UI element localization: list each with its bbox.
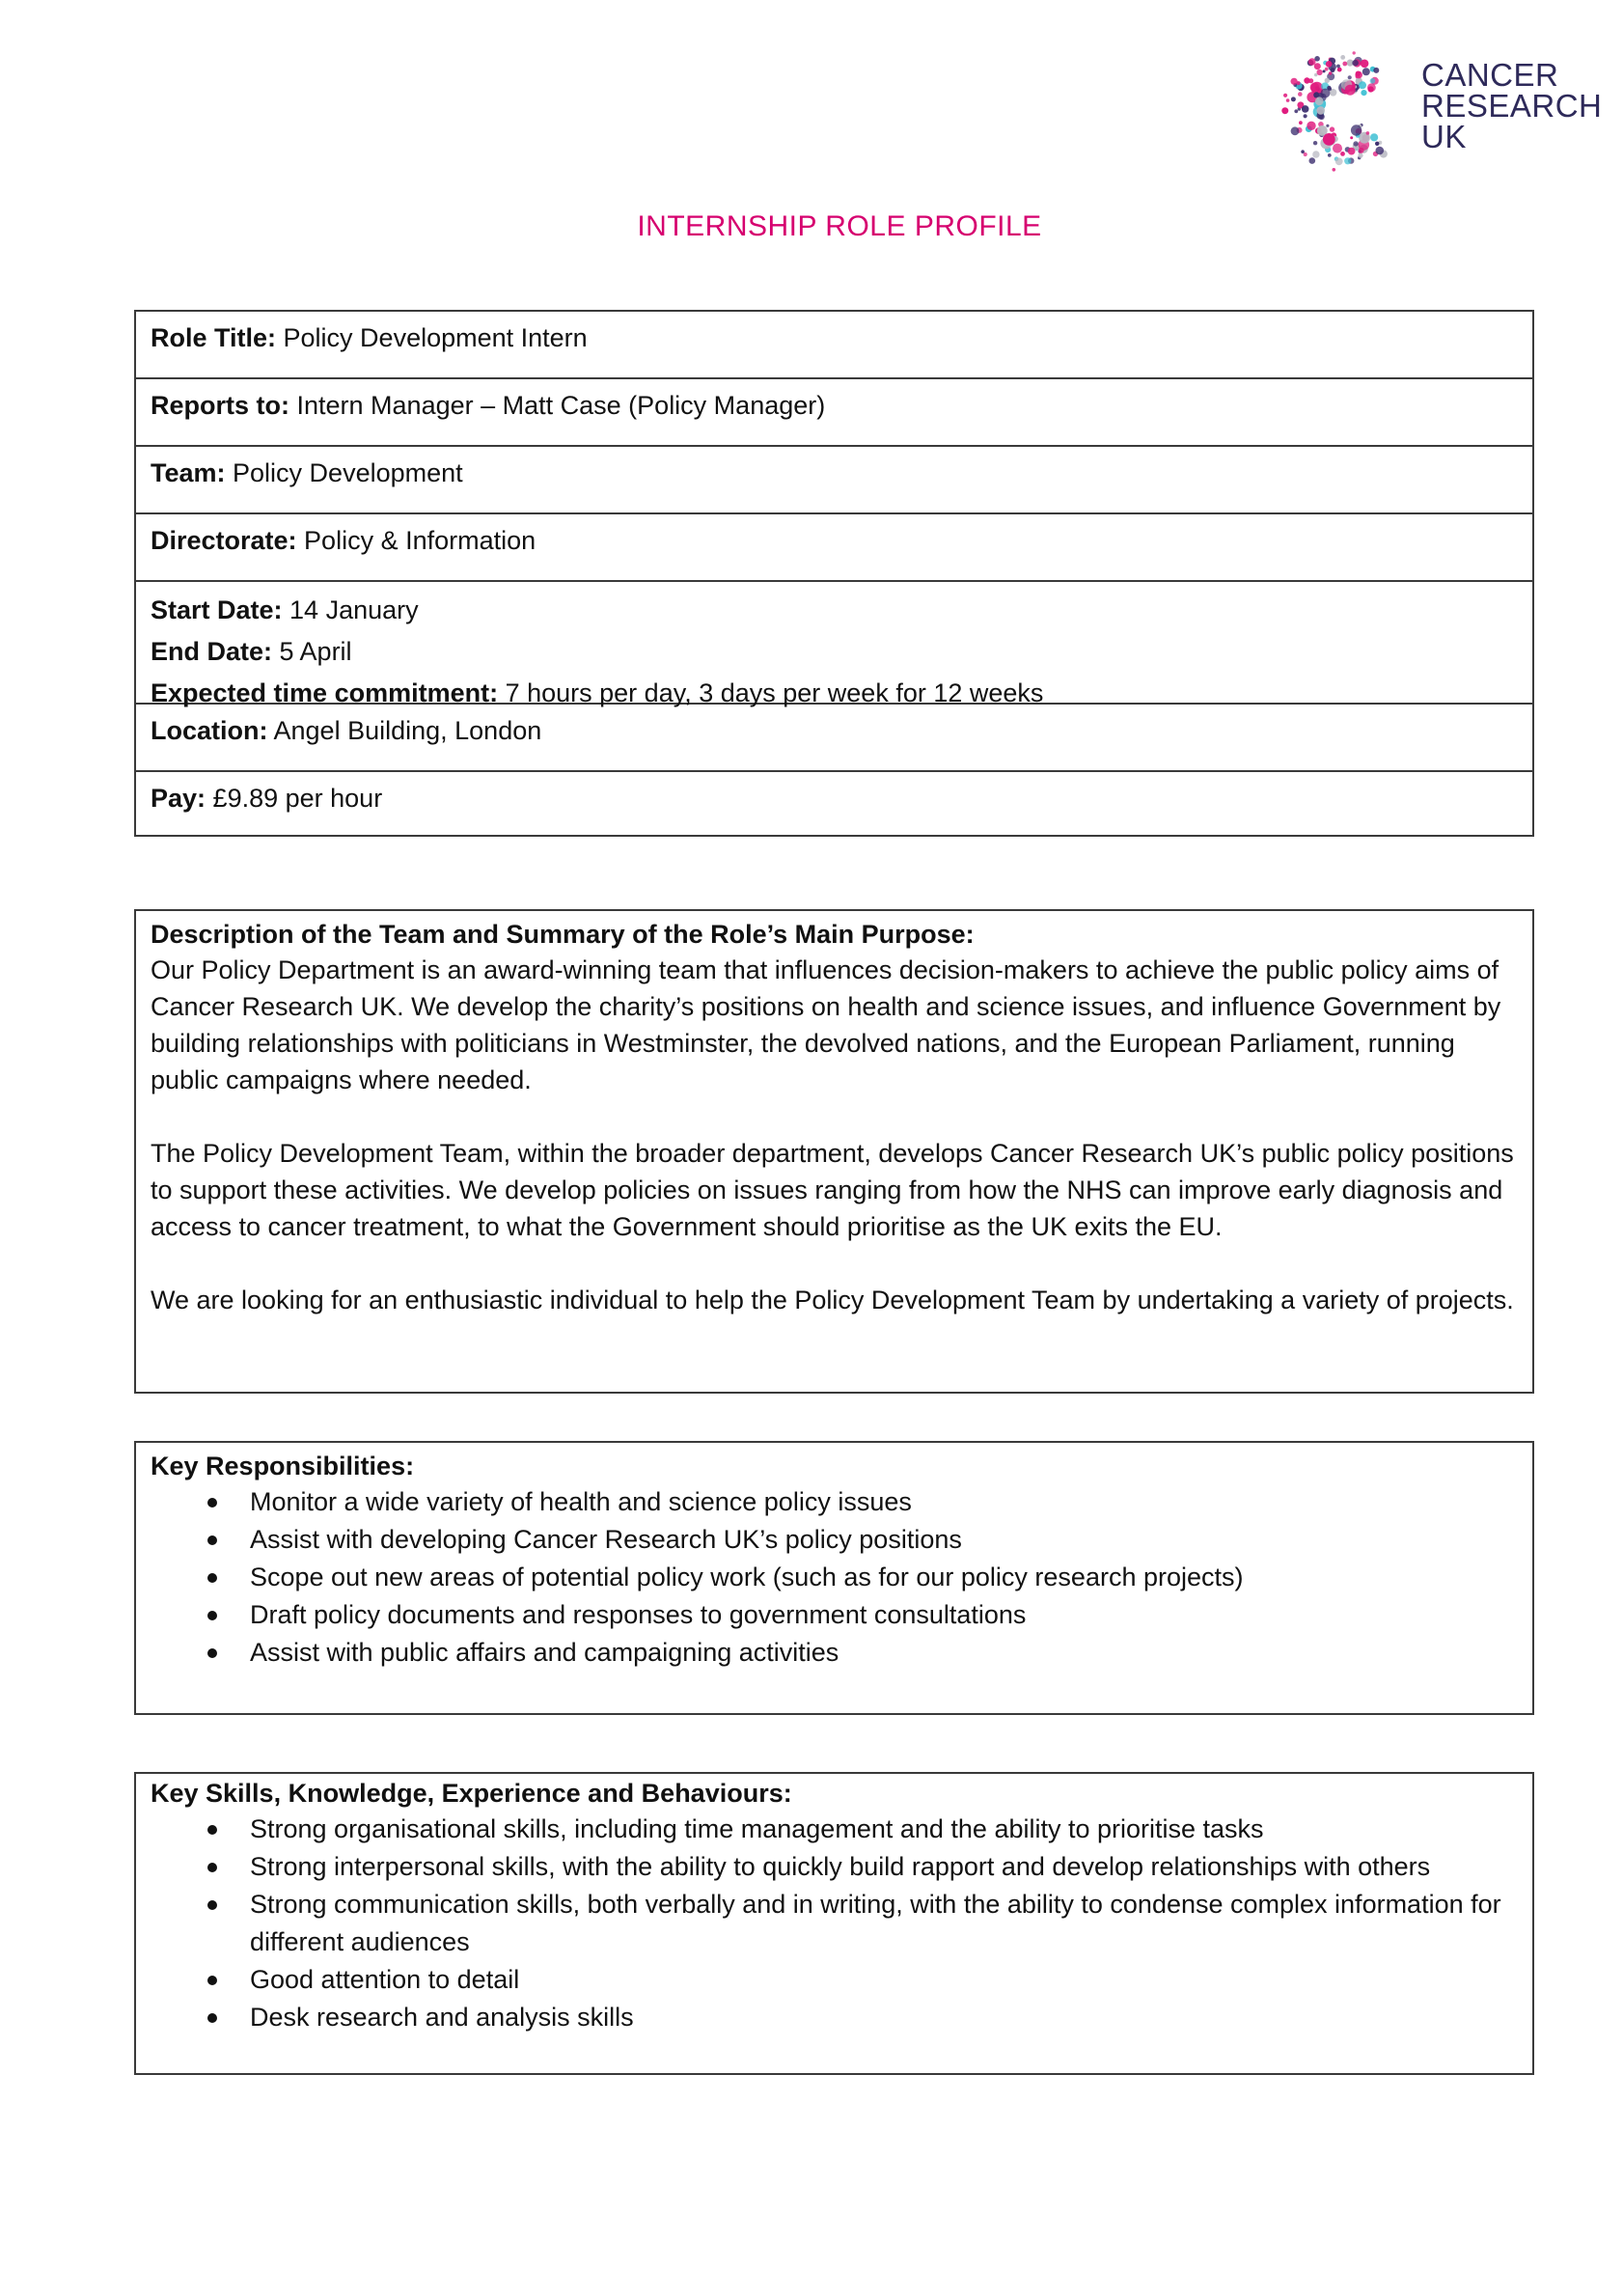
logo-dot: [1345, 85, 1356, 96]
bullet-icon: [207, 2013, 217, 2023]
logo-dot: [1337, 68, 1342, 72]
logo-dot: [1366, 131, 1370, 135]
list-item-text: Assist with developing Cancer Research UK’s policy positions: [250, 1525, 962, 1554]
logo-dot: [1281, 107, 1288, 114]
role-details-table: [134, 310, 1534, 837]
bullet-icon: [207, 1498, 217, 1508]
logo-dot: [1326, 124, 1329, 127]
logo-dot: [1316, 106, 1325, 115]
list-item: [151, 1483, 1518, 1521]
logo-dot: [1283, 94, 1287, 97]
logo-line-1: CANCER: [1421, 57, 1559, 93]
responsibilities-list: [151, 1483, 1518, 1672]
logo-dot: [1342, 62, 1347, 67]
directorate-label: Directorate:: [151, 526, 297, 555]
logo-dot: [1328, 153, 1332, 157]
logo-line-3: UK: [1421, 119, 1467, 154]
start-date-label: Start Date:: [151, 595, 283, 624]
dotted-c-logo-icon: [1272, 48, 1417, 174]
logo-dot: [1353, 141, 1358, 146]
logo-dot: [1313, 141, 1317, 145]
role-title-row: [136, 312, 1532, 379]
logo-dot: [1373, 68, 1379, 73]
logo-line-2: RESEARCH: [1421, 88, 1603, 124]
logo-dot: [1358, 153, 1362, 158]
logo-dot: [1359, 81, 1366, 89]
list-item: [151, 1634, 1518, 1672]
list-item-text: Assist with public affairs and campaigning activities: [250, 1638, 839, 1667]
logo-dot: [1310, 83, 1320, 93]
logo-dot: [1286, 98, 1290, 102]
location-value: Angel Building, London: [267, 716, 542, 745]
logo-dot: [1362, 68, 1370, 75]
logo-dot: [1361, 60, 1369, 69]
logo-dot: [1302, 105, 1309, 113]
skills-section: [134, 1772, 1534, 2075]
logo-dot: [1329, 71, 1332, 74]
list-item: [151, 1848, 1518, 1886]
start-date-value: 14 January: [282, 595, 419, 624]
description-paragraph-2: The Policy Development Team, within the broader department, develops Cancer Research UK’s public policy positions to support these activities. We develop policies on issues ranging from how the NHS can improve early diagnosis and access to cancer treatment, to what the Government should prioritise as the UK exits the EU.: [151, 1139, 1514, 1241]
description-paragraph-1: Our Policy Department is an award-winning team that influences decision-makers to achieve the public policy aims of Cancer Research UK. We develop the charity’s positions on health and science issues, and influence Government by building relationships with politicians in Westminster, the devolved nations, and the European Parliament, running public campaigns where needed.: [151, 955, 1501, 1094]
description-section: [134, 909, 1534, 1394]
skills-heading: Key Skills, Knowledge, Experience and Behaviours:: [151, 1779, 792, 1808]
logo-dot: [1350, 136, 1353, 139]
pay-row: [136, 772, 1532, 840]
logo-dot: [1375, 142, 1379, 146]
bullet-icon: [207, 1648, 217, 1658]
logo-dot: [1340, 152, 1345, 156]
logo-dot: [1323, 133, 1335, 146]
directorate-row: [136, 514, 1532, 582]
logo-dot: [1348, 148, 1356, 155]
description-heading: Description of the Team and Summary of the Role’s Main Purpose:: [151, 920, 975, 949]
list-item-text: Strong communication skills, both verbally and in writing, with the ability to condense complex information for different audiences: [250, 1890, 1501, 1956]
list-item: [151, 1961, 1518, 1999]
list-item-text: Scope out new areas of potential policy work (such as for our policy research projects): [250, 1563, 1244, 1591]
bullet-icon: [207, 1900, 217, 1910]
bullet-icon: [207, 1976, 217, 1985]
logo-dot: [1307, 122, 1315, 130]
logo-dot: [1304, 152, 1307, 156]
bullet-icon: [207, 1825, 217, 1835]
logo-dot: [1370, 78, 1376, 84]
team-row: [136, 447, 1532, 514]
logo-dot: [1333, 168, 1336, 172]
list-item: [151, 1999, 1518, 2036]
logo-dot: [1351, 124, 1362, 135]
list-item: [151, 1559, 1518, 1596]
logo-dot: [1355, 71, 1362, 79]
logo-dot: [1327, 86, 1331, 90]
logo-dot: [1325, 68, 1329, 71]
list-item-text: Monitor a wide variety of health and science policy issues: [250, 1487, 912, 1516]
logo-wordmark: [1421, 57, 1603, 154]
logo-dot: [1315, 97, 1324, 105]
logo-dot: [1333, 144, 1342, 153]
logo-dot: [1376, 147, 1385, 155]
page-title: INTERNSHIP ROLE PROFILE: [637, 210, 1042, 242]
time-commitment-value: 7 hours per day, 3 days per week for 12 weeks: [498, 678, 1044, 707]
logo-dot: [1326, 61, 1333, 68]
logo-dot: [1298, 92, 1303, 97]
list-item: [151, 1521, 1518, 1559]
logo-dot: [1291, 78, 1298, 85]
pay-label: Pay:: [151, 784, 206, 813]
logo-dot: [1314, 56, 1320, 62]
logo-dot: [1335, 157, 1343, 165]
location-row: [136, 705, 1532, 772]
list-item: [151, 1596, 1518, 1634]
role-title-label: Role Title:: [151, 323, 277, 352]
directorate-value: Policy & Information: [296, 526, 536, 555]
logo-dot: [1299, 121, 1303, 124]
logo-dot: [1361, 90, 1366, 96]
logo-dot: [1294, 109, 1298, 113]
end-date-line: [151, 631, 1518, 673]
logo-dot: [1308, 78, 1313, 83]
logo-dot: [1344, 157, 1351, 164]
bullet-icon: [207, 1535, 217, 1545]
logo-dot: [1325, 78, 1330, 83]
logo-dot: [1317, 69, 1323, 75]
logo-dot: [1353, 51, 1356, 54]
logo-dot: [1352, 60, 1359, 67]
logo-dot: [1304, 114, 1307, 118]
bullet-icon: [207, 1611, 217, 1620]
logo-dot: [1340, 55, 1345, 60]
responsibilities-heading: Key Responsibilities:: [151, 1452, 415, 1480]
logo-dot: [1291, 97, 1296, 101]
logo-dot: [1312, 151, 1319, 157]
pay-value: £9.89 per hour: [206, 784, 383, 813]
reports-to-label: Reports to:: [151, 391, 289, 420]
bullet-icon: [207, 1863, 217, 1872]
end-date-value: 5 April: [272, 637, 352, 666]
time-commitment-label: Expected time commitment:: [151, 678, 499, 707]
logo-dot: [1323, 69, 1326, 72]
location-label: Location:: [151, 716, 268, 745]
cancer-research-uk-logo: [1272, 48, 1603, 174]
team-label: Team:: [151, 458, 226, 487]
logo-dot: [1309, 157, 1316, 164]
list-item-text: Draft policy documents and responses to government consultations: [250, 1600, 1027, 1629]
role-title-value: Policy Development Intern: [276, 323, 588, 352]
reports-to-row: [136, 379, 1532, 447]
dates-row: [136, 582, 1532, 705]
list-item: [151, 1811, 1518, 1848]
logo-dot: [1348, 75, 1352, 79]
start-date-line: [151, 590, 1518, 631]
responsibilities-section: [134, 1441, 1534, 1715]
logo-dot: [1370, 133, 1378, 141]
description-paragraph-3: We are looking for an enthusiastic individual to help the Policy Development Team by undertaking a variety of projects.: [151, 1286, 1514, 1314]
logo-dot: [1291, 126, 1300, 135]
logo-dot: [1359, 148, 1364, 153]
bullet-icon: [207, 1573, 217, 1583]
skills-list: [151, 1811, 1518, 2036]
logo-dot: [1297, 81, 1301, 85]
logo-dot: [1336, 65, 1340, 69]
list-item: [151, 1886, 1518, 1961]
reports-to-value: Intern Manager – Matt Case (Policy Manager): [289, 391, 826, 420]
list-item-text: Good attention to detail: [250, 1965, 520, 1994]
list-item-text: Desk research and analysis skills: [250, 2003, 634, 2032]
list-item-text: Strong interpersonal skills, with the ability to quickly build rapport and develop relationships with others: [250, 1852, 1431, 1881]
logo-dot: [1330, 126, 1334, 131]
logo-dot: [1368, 86, 1374, 92]
end-date-label: End Date:: [151, 637, 273, 666]
list-item-text: Strong organisational skills, including time management and the ability to prioritise tasks: [250, 1814, 1264, 1843]
team-value: Policy Development: [225, 458, 463, 487]
